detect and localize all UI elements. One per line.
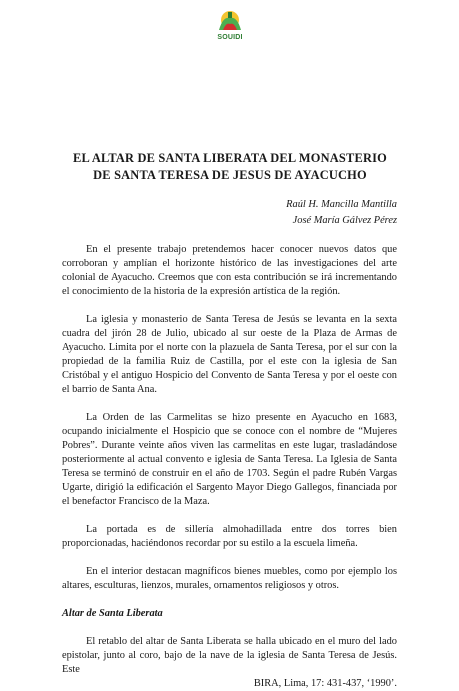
authors	[286, 197, 397, 229]
citation: BIRA, Lima, 17: 431-437, ‘1990’.	[253, 678, 397, 689]
title-line-1: EL ALTAR DE SANTA LIBERATA DEL MONASTERIO	[73, 151, 387, 165]
title-line-2: DE SANTA TERESA DE JESUS DE AYACUCHO	[93, 168, 367, 182]
paragraph-3: La Orden de las Carmelitas se hizo presente en Ayacucho en 1683, ocupando inicialmente el Hospicio que se conoce con el nombre de “Mujeres Pobres”. Durante veinte años viven las carmelitas en este lugar, trasladándose posteriormente al actual convento e iglesia de Santa Teresa. La Iglesia de Santa Teresa se terminó de construir en el año de 1703. Según el padre Rubén Vargas Ugarte, dirigió la edificación el Sargento Mayor Diego Gallegos, financiada por el benefactor Francisco de la Maza.	[62, 412, 397, 507]
author-1: Raúl H. Mancilla Mantilla	[286, 199, 397, 210]
paragraph-2: La iglesia y monasterio de Santa Teresa de Jesús se levanta en la sexta cuadra del jirón 28 de Julio, ubicado al sur oeste de la Plaza de Armas de Ayacucho. Limita por el norte con la plazuela de Santa Teresa, por el sur con la propiedad de la familia Ruiz de Castilla, por el este con la iglesia de San Cristóbal y el antiguo Hospicio del Convento de Santa Teresa y por el oeste con el barrio de Santa Ana.	[62, 314, 397, 395]
page-title	[40, 150, 420, 184]
paragraph-1: En el presente trabajo pretendemos hacer conocer nuevos datos que corroboran y amplían el horizonte histórico de las investigaciones del arte colonial de Ayacucho. Creemos que con esta contribución se irá incrementando el conocimiento de la historia de la expresión artística de la región.	[62, 244, 397, 297]
author-2: José María Gálvez Pérez	[292, 215, 397, 226]
paragraph-4: La portada es de sillería almohadillada entre dos torres bien proporcionadas, haciéndonos recordar por su estilo a la escuela limeña.	[62, 524, 397, 549]
logo-text: SOUIDI	[217, 34, 243, 41]
article-body	[62, 243, 397, 691]
paragraph-5: En el interior destacan magníficos bienes muebles, como por ejemplo los altares, esculturas, lienzos, murales, ornamentos religiosos y otros.	[62, 566, 397, 591]
section-heading: Altar de Santa Liberata	[62, 608, 163, 619]
paragraph-6: El retablo del altar de Santa Liberata se halla ubicado en el muro del lado epistolar, junto al coro, bajo de la nave de la iglesia de Santa Teresa de Jesús. Este	[62, 636, 397, 675]
